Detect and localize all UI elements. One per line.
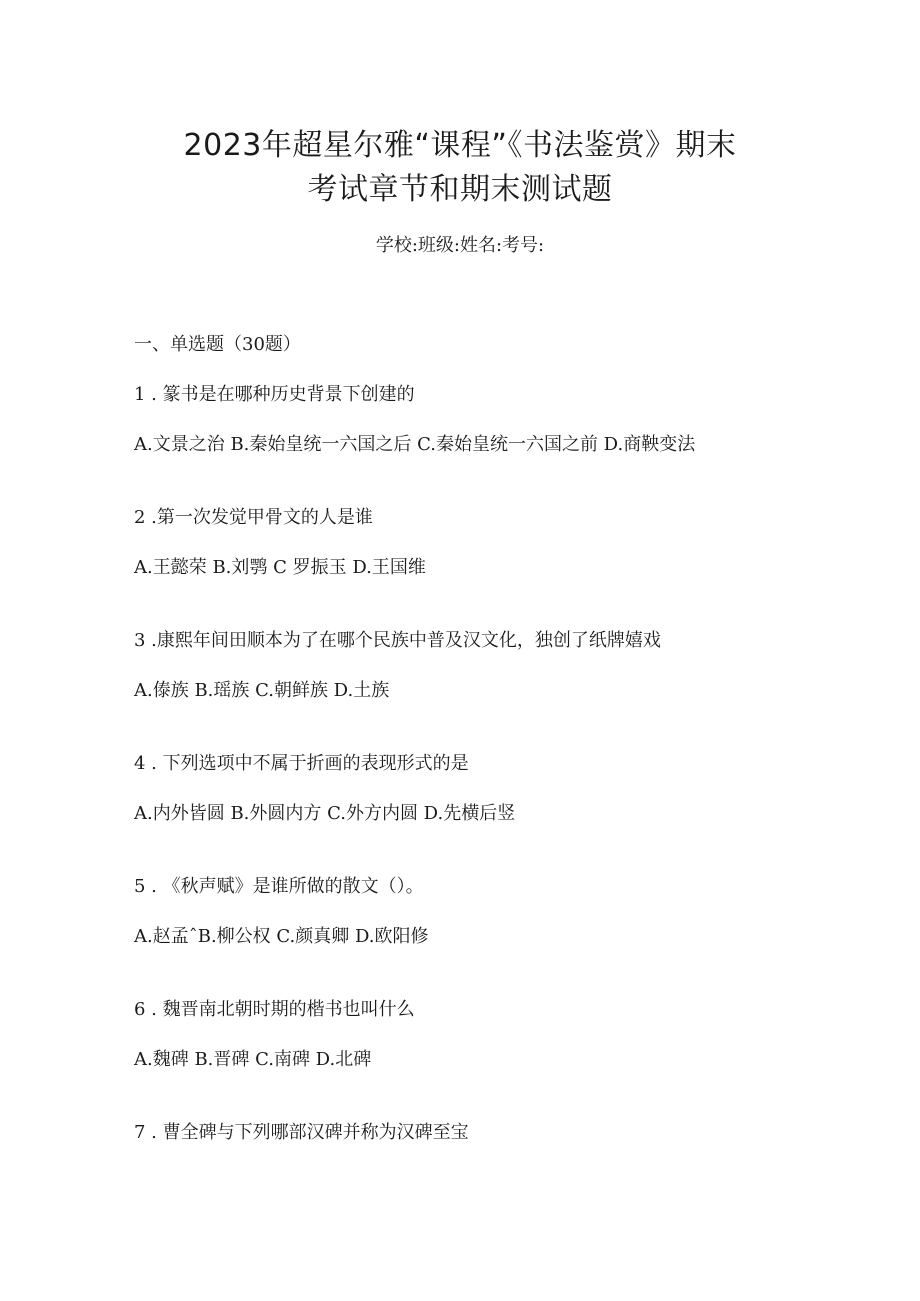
question-6-options: A.魏碑 B.晋碑 C.南碑 D.北碑 bbox=[134, 1049, 372, 1070]
question-6: 6 . 魏晋南北朝时期的楷书也叫什么 bbox=[134, 999, 415, 1020]
question-4: 4 . 下列选项中不属于折画的表现形式的是 bbox=[134, 753, 469, 774]
document-title-line-2: 考试章节和期末测试题 bbox=[307, 172, 613, 207]
question-7: 7 . 曹全碑与下列哪部汉碑并称为汉碑至宝 bbox=[134, 1122, 469, 1143]
student-info-line: 学校:班级:姓名:考号: bbox=[375, 235, 545, 256]
question-3: 3 .康熙年间田顺本为了在哪个民族中普及汉文化，独创了纸牌嬉戏 bbox=[134, 630, 661, 651]
question-2: 2 .第一次发觉甲骨文的人是谁 bbox=[134, 507, 373, 528]
question-1-options: A.文景之治 B.秦始皇统一六国之后 C.秦始皇统一六国之前 D.商鞅变法 bbox=[134, 434, 696, 455]
question-1: 1 . 篆书是在哪种历史背景下创建的 bbox=[134, 384, 415, 405]
question-4-options: A.内外皆圆 B.外圆内方 C.外方内圆 D.先横后竖 bbox=[134, 803, 516, 824]
question-5-options: A.赵孟ˆB.柳公权 C.颜真卿 D.欧阳修 bbox=[134, 926, 429, 947]
question-2-options: A.王懿荣 B.刘鹗 C 罗振玉 D.王国维 bbox=[134, 557, 426, 578]
document-title-line-1: 2023年超星尔雅“课程”《书法鉴赏》期末 bbox=[183, 128, 737, 163]
section-heading: 一、单选题（30题） bbox=[134, 334, 301, 355]
question-3-options: A.傣族 B.瑶族 C.朝鲜族 D.土族 bbox=[134, 680, 390, 701]
question-5: 5 . 《秋声赋》是谁所做的散文（）。 bbox=[134, 876, 424, 897]
